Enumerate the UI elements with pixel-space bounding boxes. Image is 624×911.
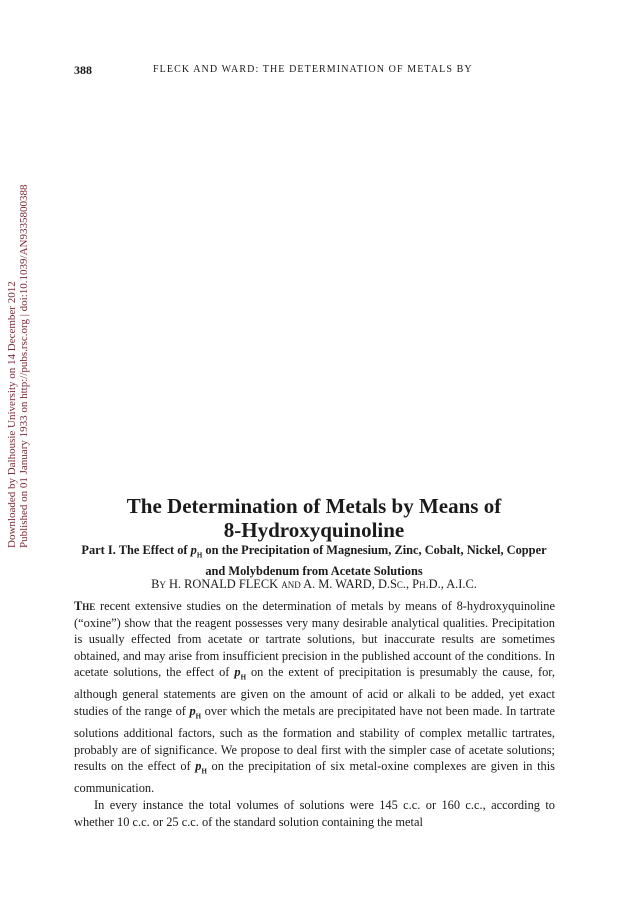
running-head: FLECK AND WARD: THE DETERMINATION OF METALS BY xyxy=(153,64,473,75)
subtitle-rest: on the Precipitation of Magnesium, Zinc, Cobalt, Nickel, Copper and Molybdenum from Acetate Solutions xyxy=(202,543,547,579)
author-1: H. RONALD FLECK xyxy=(168,577,279,591)
byline-and: and xyxy=(281,577,301,591)
article-body xyxy=(74,598,555,830)
title-line-1: The Determination of Metals by Means of xyxy=(126,494,502,518)
title-line-2: 8-Hydroxyquinoline xyxy=(223,518,405,542)
page-number: 388 xyxy=(74,63,92,77)
ph-symbol: $p_H$ xyxy=(234,665,247,682)
subtitle-lead: Part I. The Effect of xyxy=(81,543,191,557)
paragraph-1: The recent extensive studies on the determination of metals by means of 8-hydroxyquinoline (“oxine”) show that the reagent possesses very many desirable analytical qualities. Precipitation is usually effected from acetate or tartrate solutions, but inaccurate results are sometimes obtained, and may arise from insufficient precision in the published account of the conditions. In acetate solutions, the effect of $p_H$ on the extent of precipitation is presumably the cause, for, although general statements are given on the amount of acid or alkali to be added, yet exact studies of the range of $p_H$ over which the metals are precipitated have not been made. In tartrate solutions additional factors, such as the formation and stability of complex metallic tartrates, probably are of significance. We propose to deal first with the simpler case of acetate solutions; results on the effect of $p_H$ on the precipitation of six metal-oxine complexes are given in this communication. xyxy=(74,599,556,796)
byline-by: By xyxy=(151,577,166,591)
publication-note: Published on 01 January 1933 on http://pubs.rsc.org | doi:10.1039/AN9335800388 xyxy=(18,184,30,548)
download-note: Downloaded by Dalhousie University on 14 December 2012 xyxy=(6,281,18,548)
article-subtitle xyxy=(74,542,554,579)
ph-symbol: $p_H$ xyxy=(195,759,207,776)
article-title xyxy=(74,494,554,542)
ph-symbol: $p_H$ xyxy=(190,543,203,560)
author-degrees: D.Sc., Ph.D., A.I.C. xyxy=(377,577,477,591)
page-header xyxy=(74,63,554,79)
paragraph-2: In every instance the total volumes of solutions were 145 c.c. or 160 c.c., according to whether 10 c.c. or 25 c.c. of the standard solution containing the metal xyxy=(74,797,555,829)
byline xyxy=(74,576,554,592)
download-watermark xyxy=(6,178,30,548)
opening-word: The xyxy=(74,599,96,613)
ph-symbol: $p_H$ xyxy=(189,704,202,721)
author-2: A. M. WARD, xyxy=(303,577,375,591)
